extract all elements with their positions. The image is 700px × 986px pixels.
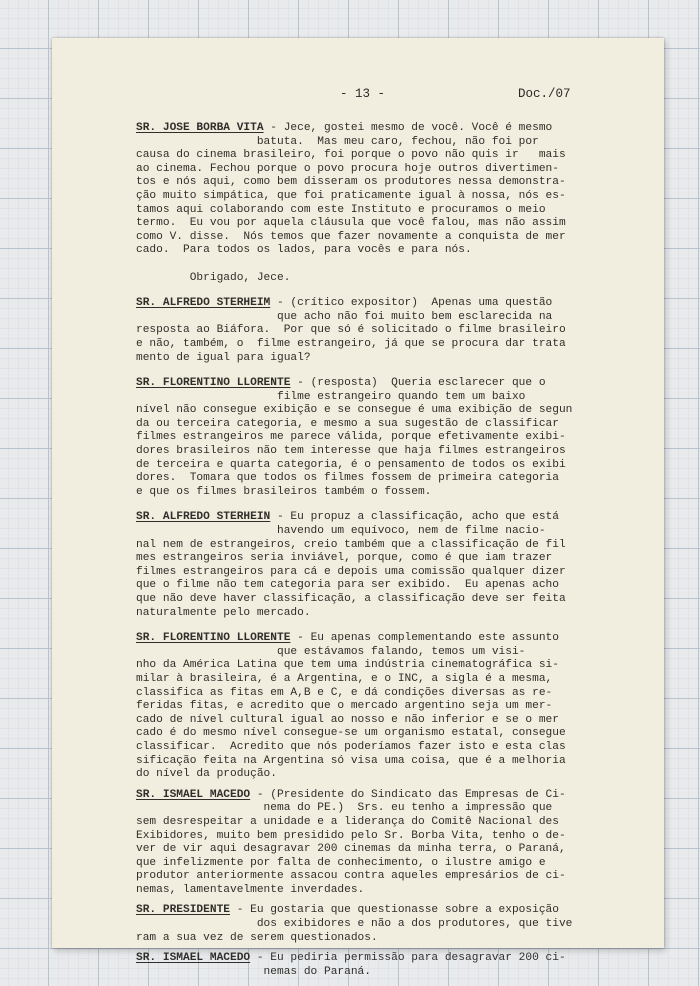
speaker-name: SR. ISMAEL MACEDO (136, 952, 251, 965)
speech-paragraph (136, 511, 640, 620)
speech-line: tamos aqui colaborando com este Instituto e procuramos o meio (136, 203, 546, 216)
speech-opening: - (resposta) Queria esclarecer que o (290, 377, 546, 390)
speech-line: nemas, lamentavelmente inverdades. (136, 883, 365, 896)
paragraph-spacer (136, 782, 640, 789)
speech-opening: - Eu gostaria que questionasse sobre a exposição (230, 904, 559, 917)
speech-paragraph (136, 122, 640, 285)
speech-opening: - (crítico expositor) Apenas uma questão (270, 297, 553, 310)
speech-line: sificação feita na Argentina só visa uma coisa, que é a melhoria (136, 754, 566, 767)
speech-line: que infelizmente por falta de conhecimento, o ilustre amigo e (136, 856, 546, 869)
speech-paragraph (136, 377, 640, 499)
document-reference: Doc./07 (518, 87, 571, 101)
speech-line: Obrigado, Jece. (136, 271, 291, 284)
speech-line: havendo um equívoco, nem de filme nacio- (136, 525, 546, 538)
speech-line: sem desrespeitar a unidade e a liderança do Comitê Nacional des (136, 815, 559, 828)
speech-line: tos e nós aqui, como bem disseram os produtores nessa demonstra- (136, 176, 566, 189)
speech-line: que o filme não tem categoria para ser exibido. Eu apenas acho (136, 579, 559, 592)
speaker-name: SR. FLORENTINO LLORENTE (136, 377, 291, 390)
speech-opening: - Eu apenas complementando este assunto (290, 632, 559, 645)
speech-line: como V. disse. Nós temos que fazer novamente a conquista de mer (136, 230, 566, 243)
speech-line: ao cinema. Fechou porque o povo procura hoje outros divertimen- (136, 162, 559, 175)
speech-line: feridas fitas, e acredito que o mercado argentino seja um mer- (136, 700, 553, 713)
paragraph-spacer (136, 285, 640, 297)
speech-first-line (136, 632, 640, 646)
speech-line: nível não consegue exibição e se consegue é uma exibição de segun (136, 404, 573, 417)
speech-line: ção muito simpática, que foi praticamente igual à nossa, nós es- (136, 189, 566, 202)
speech-line: filmes estrangeiros para cá e depois uma comissão qualquer dizer (136, 565, 566, 578)
speech-line: filme estrangeiro quando tem um baixo (136, 390, 526, 403)
transcript-body (136, 122, 640, 979)
speech-paragraph (136, 297, 640, 365)
paragraph-spacer (136, 945, 640, 952)
speech-first-line (136, 904, 640, 918)
speech-opening: - Eu pediria permissão para desagravar 200 ci- (250, 952, 566, 965)
speech-line: dores. Tomara que todos os filmes fossem de primeira categoria (136, 472, 559, 485)
speech-paragraph (136, 904, 640, 945)
speech-line: dores brasileiros não tem interesse que haja filmes estrangeiros (136, 445, 566, 458)
speech-first-line (136, 952, 640, 966)
page-number: - 13 - (340, 87, 386, 101)
speech-paragraph (136, 789, 640, 898)
speech-line: da ou terceira categoria, e mesmo a sua sugestão de classificar (136, 417, 559, 430)
speech-line: ram a sua vez de serem questionados. (136, 931, 378, 944)
speech-line: cado de nível cultural igual ao nosso e não inferior e se o mer (136, 713, 559, 726)
speech-line: termo. Eu vou por aquela cláusula que você falou, mas não assim (136, 217, 566, 230)
speech-line: cado é do mesmo nível consegue-se um organismo estatal, consegue (136, 727, 566, 740)
speech-first-line (136, 122, 640, 136)
paragraph-spacer (136, 499, 640, 511)
speech-line: naturalmente pelo mercado. (136, 606, 311, 619)
paragraph-spacer (136, 365, 640, 377)
speech-opening: - Eu propuz a classificação, acho que está (270, 511, 559, 524)
speaker-name: SR. FLORENTINO LLORENTE (136, 632, 291, 645)
speaker-name: SR. PRESIDENTE (136, 904, 230, 917)
speech-line: ver de vir aqui desagravar 200 cinemas da minha terra, o Paraná, (136, 843, 566, 856)
speech-line (136, 258, 640, 272)
speaker-name: SR. ISMAEL MACEDO (136, 788, 251, 801)
speaker-name: SR. ALFREDO STERHEIN (136, 511, 271, 524)
speech-line: batuta. Mas meu caro, fechou, não foi por (136, 135, 539, 148)
speech-line: que não deve haver classificação, a classificação deve ser feita (136, 593, 566, 605)
speaker-name: SR. JOSE BORBA VITA (136, 122, 264, 134)
speech-line: nema do PE.) Srs. eu tenho a impressão que (136, 802, 553, 815)
speech-line: milar à brasileira, é a Argentina, e o INC, a sigla é a mesma, (136, 672, 553, 685)
speech-line: classificar. Acredito que nós poderíamos fazer isto e esta clas (136, 740, 566, 753)
speech-paragraph (136, 952, 640, 979)
speech-line: nho da América Latina que tem uma indústria cinematográfica si- (136, 659, 559, 672)
speech-opening: - Jece, gostei mesmo de você. Você é mesmo (263, 122, 553, 134)
speech-line: que acho não foi muito bem esclarecida na (136, 310, 553, 323)
speech-opening: - (Presidente do Sindicato das Empresas de Ci- (250, 788, 566, 801)
speech-line: dos exibidores e não a dos produtores, que tive (136, 918, 573, 931)
speech-line: filmes estrangeiros me parece válida, porque efetivamente exibi- (136, 431, 566, 444)
speech-line: Exibidores, muito bem presidido pelo Sr. Borba Vita, tenho o de- (136, 829, 566, 842)
speech-line: e que os filmes brasileiros também o fossem. (136, 485, 432, 498)
speech-line: do nível da produção. (136, 768, 277, 781)
speech-line: resposta ao Biáfora. Por que só é solicitado o filme brasileiro (136, 324, 566, 337)
speech-first-line (136, 377, 640, 391)
speaker-name: SR. ALFREDO STERHEIM (136, 297, 271, 310)
typewritten-page (52, 38, 664, 978)
paragraph-spacer (136, 620, 640, 632)
speech-paragraph (136, 632, 640, 782)
speech-line: de terceira e quarta categoria, é o pensamento de todos os exibi (136, 458, 566, 471)
speech-line: que estávamos falando, temos um visi- (136, 645, 526, 658)
speech-line: nemas do Paraná. (136, 965, 371, 978)
paragraph-spacer (136, 897, 640, 904)
speech-line: causa do cinema brasileiro, foi porque o povo não quis ir mais (136, 149, 566, 162)
speech-line: mento de igual para igual? (136, 351, 311, 364)
speech-first-line (136, 511, 640, 525)
speech-first-line (136, 789, 640, 803)
speech-first-line (136, 297, 640, 311)
speech-line: cado. Para todos os lados, para vocês e para nós. (136, 244, 472, 257)
speech-line: nal nem de estrangeiros, creio também que a classificação de fil (136, 538, 566, 551)
speech-line: classifica as fitas em A,B e C, e dá condições diversas as re- (136, 686, 553, 699)
speech-line: e não, também, o filme estrangeiro, já que se procura dar trata (136, 337, 566, 350)
speech-line: produtor anteriormente assacou contra aqueles empresários de ci- (136, 870, 566, 883)
speech-line: mes estrangeiros seria inviável, porque, como é que iam trazer (136, 552, 553, 565)
